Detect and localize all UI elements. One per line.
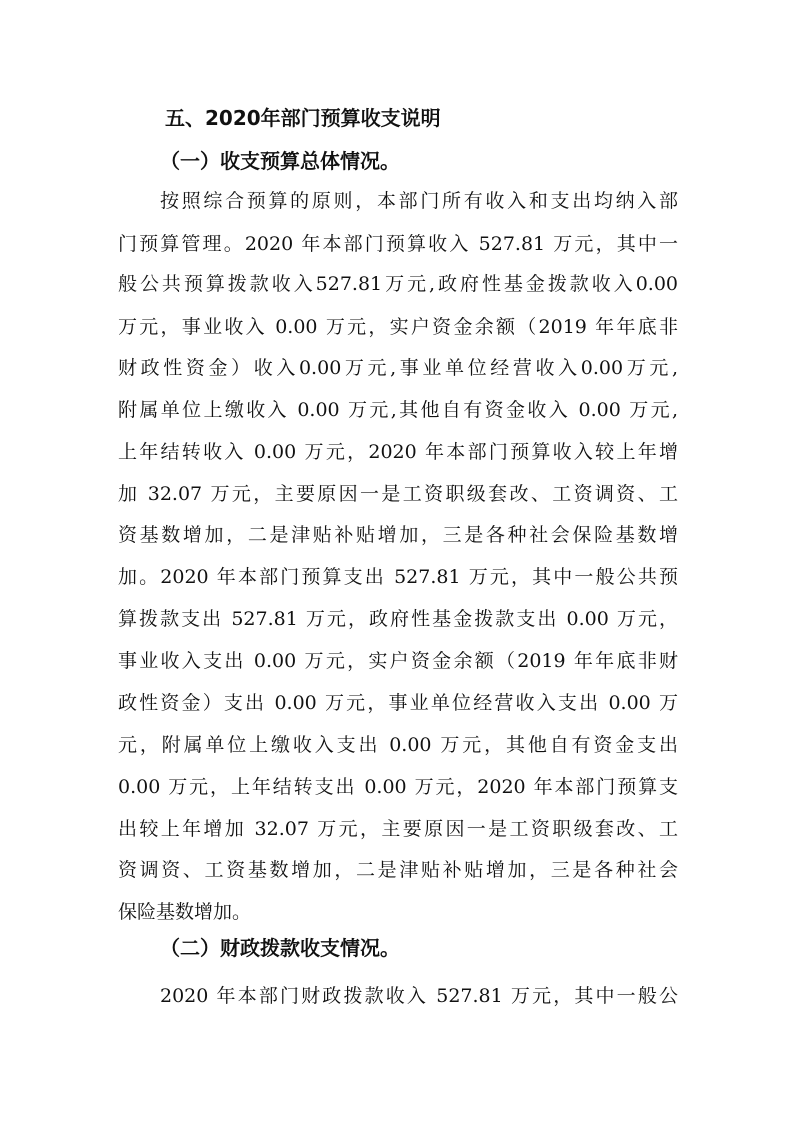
subsection-title-2: （二）财政拨款收支情况。 [160,936,400,960]
paragraph-line: 算拨款支出 527.81 万元，政府性基金拨款支出 0.00 万元， [118,608,678,630]
paragraph-line: 附属单位上缴收入 0.00 万元,其他自有资金收入 0.00 万元, [118,399,678,421]
paragraph-line: 按照综合预算的原则，本部门所有收入和支出均纳入部 [160,190,678,212]
section-title: 五、2020年部门预算收支说明 [165,106,441,130]
paragraph-line: 0.00 万元，上年结转支出 0.00 万元，2020 年本部门预算支 [118,776,678,798]
subsection-title-1: （一）收支预算总体情况。 [160,149,400,173]
paragraph-line: 2020 年本部门财政拨款收入 527.81 万元，其中一般公 [160,985,678,1007]
paragraph-line: 上年结转收入 0.00 万元，2020 年本部门预算收入较上年增 [118,441,678,463]
paragraph-line: 事业收入支出 0.00 万元，实户资金余额（2019 年年底非财 [118,650,678,672]
paragraph-line: 加 32.07 万元，主要原因一是工资职级套改、工资调资、工 [118,483,678,505]
paragraph-line: 财政性资金）收入0.00万元,事业单位经营收入0.00万元, [118,357,678,379]
paragraph-line: 门预算管理。2020 年本部门预算收入 527.81 万元，其中一 [118,233,678,255]
paragraph-line: 般公共预算拨款收入527.81万元,政府性基金拨款收入0.00 [118,273,678,295]
paragraph-line: 资调资、工资基数增加，二是津贴补贴增加，三是各种社会 [118,859,678,881]
paragraph-line: 加。2020 年本部门预算支出 527.81 万元，其中一般公共预 [118,566,678,588]
paragraph-line: 政性资金）支出 0.00 万元，事业单位经营收入支出 0.00 万 [118,692,678,714]
paragraph-line: 保险基数增加。 [118,901,252,923]
paragraph-line: 元，附属单位上缴收入支出 0.00 万元，其他自有资金支出 [118,734,678,756]
paragraph-line: 资基数增加，二是津贴补贴增加，三是各种社会保险基数增 [118,524,678,546]
paragraph-line: 出较上年增加 32.07 万元，主要原因一是工资职级套改、工 [118,818,678,840]
paragraph-line: 万元，事业收入 0.00 万元，实户资金余额（2019 年年底非 [118,316,678,338]
